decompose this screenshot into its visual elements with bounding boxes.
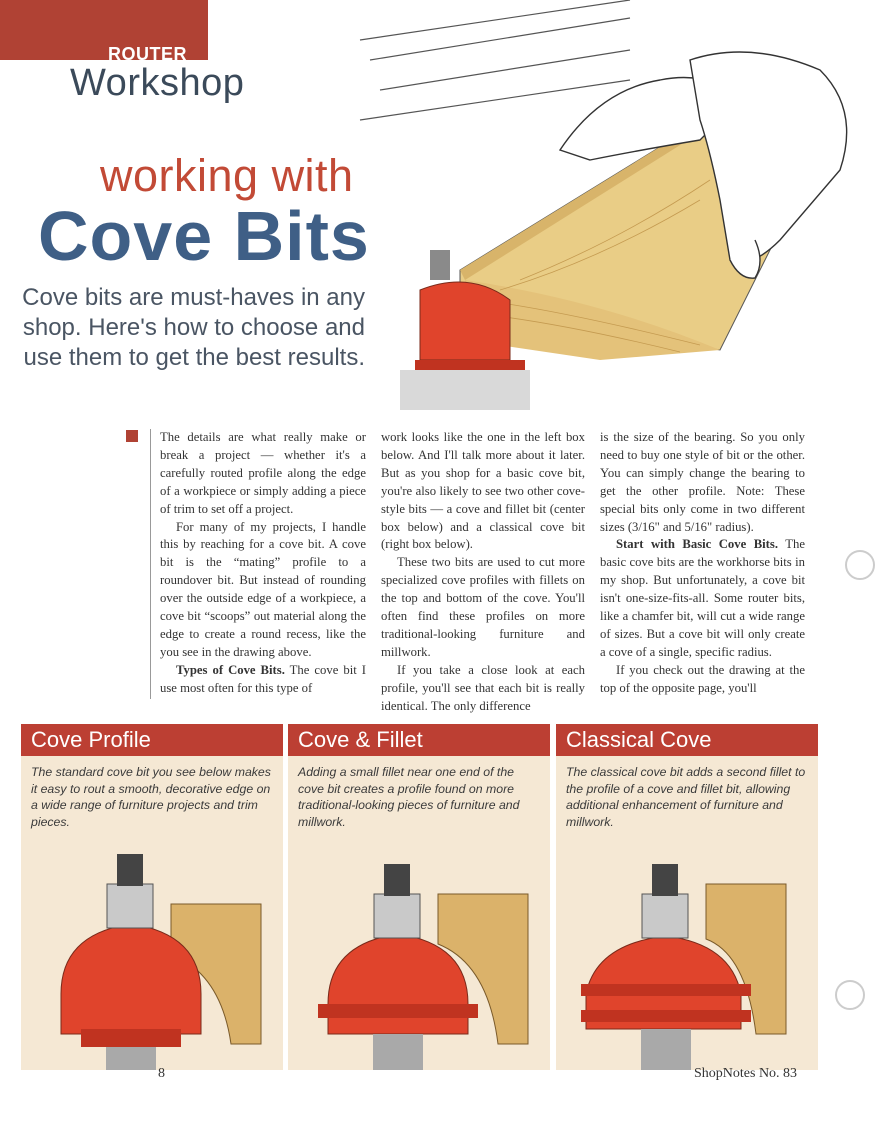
cove-fillet-bit-illustration	[288, 844, 550, 1070]
body-text: The cove bit I use most often for this type of	[160, 662, 366, 695]
body-paragraph	[160, 662, 366, 698]
body-paragraph: work looks like the one in the left box below. And I'll talk more about it later. But as you shop for a basic cove bit, you're also likely to see two other cove-style bits — a cove and fillet bit (center box below) and a classical cove bit (right box below).	[381, 430, 585, 552]
cove-bit-illustration	[21, 844, 283, 1070]
section-title: Workshop	[70, 62, 245, 104]
body-text: The basic cove bits are the workhorse bits in my shop. But unfortunately, a cove bit isn't one-size-fits-all. Some router bits, like a chamfer bit, will cut a wide range of sizes. But a cove bit will only create a cove of a single, specific radius.	[600, 537, 806, 659]
publication-footer: ShopNotes No. 83	[694, 1066, 798, 1081]
classical-cove-bit-illustration	[556, 844, 818, 1070]
page-number: 8	[158, 1066, 165, 1081]
section-bullet	[126, 430, 138, 442]
body-paragraph: If you take a close look at each profile, you'll see that each bit is really identical. The only difference	[381, 662, 585, 713]
body-paragraph: If you check out the drawing at the top of the opposite page, you'll	[600, 662, 805, 695]
subhead-inline: Types of Cove Bits.	[176, 662, 285, 677]
binder-ring	[845, 550, 875, 580]
hero-illustration	[300, 0, 876, 410]
body-paragraph: The details are what really make or break a project — whether it's a carefully routed profile along the edge of a workpiece or simply adding a piece of trim to set off a project.	[160, 430, 366, 516]
headline-line1: working with	[100, 150, 354, 201]
panel-title: Cove Profile	[21, 724, 283, 756]
panel-cove-fillet	[288, 724, 550, 1070]
panel-classical-cove	[556, 724, 818, 1070]
body-paragraph	[600, 536, 805, 661]
body-column-2	[381, 429, 585, 716]
body-paragraph: For many of my projects, I handle this by reaching for a cove bit. A cove bit is the “mating” profile to a roundover bit. But instead of rounding over the outside edge of a workpiece, a cove bit “scoops” out material along the edge to create a round recess, like the you see in the drawing above.	[160, 519, 366, 659]
deck-text: Cove bits are must-haves in any shop. Here's how to choose and use them to get the best results.	[22, 284, 365, 371]
panel-title: Classical Cove	[556, 724, 818, 756]
body-column-1	[160, 429, 366, 698]
body-column-3	[600, 429, 805, 698]
panel-caption: The classical cove bit adds a second fillet to the profile of a cove and fillet bit, allowing additional enhancement of furniture and millwork.	[566, 765, 806, 829]
panel-title: Cove & Fillet	[288, 724, 550, 756]
body-paragraph: is the size of the bearing. So you only need to buy one style of bit or the other. You can simply change the bearing to get the other profile. Note: These special bits only come in two different sizes (3/16" and 5/16" radius).	[600, 430, 805, 534]
panel-caption: The standard cove bit you see below makes it easy to rout a smooth, decorative edge on a wide range of furniture projects and trim pieces.	[31, 765, 271, 829]
binder-ring	[835, 980, 865, 1010]
headline-line2: Cove Bits	[38, 197, 370, 275]
section-kicker: ROUTER	[108, 44, 187, 64]
panel-cove-profile	[21, 724, 283, 1070]
subhead-inline: Start with Basic Cove Bits.	[616, 537, 779, 552]
body-paragraph: These two bits are used to cut more specialized cove profiles with fillets on the top and bottom of the cove. You'll often find these profiles on more traditional-looking furniture and millwork.	[381, 555, 585, 659]
panel-caption: Adding a small fillet near one end of the cove bit creates a profile found on more traditional-looking pieces of furniture and millwork.	[298, 765, 520, 829]
